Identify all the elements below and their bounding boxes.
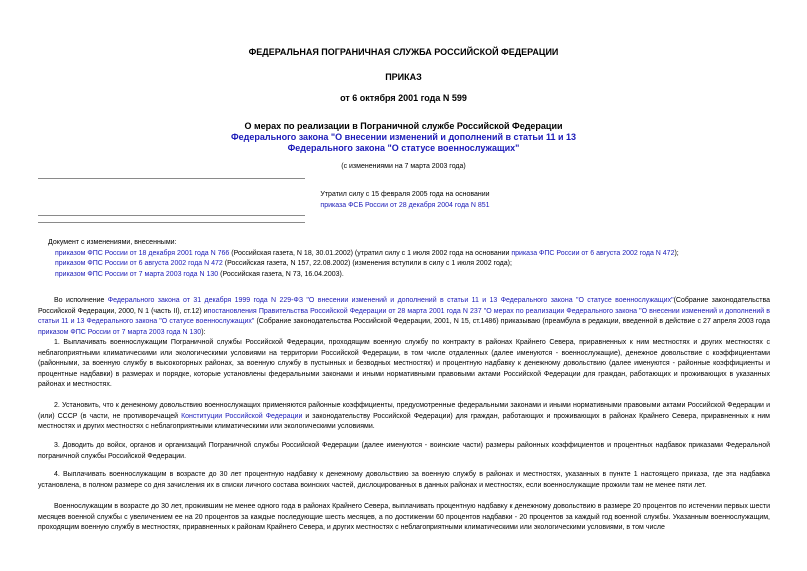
amendment-link[interactable]: приказом ФПС России от 6 августа 2002 года N 472 (55, 260, 223, 267)
divider-line (38, 222, 305, 223)
amendment-link[interactable]: приказом ФПС России от 7 марта 2003 года N 130 (55, 270, 219, 278)
amendment-note: (с изменениями на 7 марта 2003 года) (341, 163, 466, 170)
lost-force-text: Утратил силу с 15 февраля 2005 года на основании (320, 191, 490, 198)
amendment-item (48, 259, 768, 270)
order-link[interactable]: приказом ФПС России от 7 марта 2003 года N 130 (38, 328, 202, 336)
paragraph-1: 1. Выплачивать военнослужащим Пограничной службы Российской Федерации, проходящим военную службу по контракту в районах Крайнего Севера, приравненных к ним местностях и других местностях с неблагоприятными климатическими или экологическими условиями на территории Российской Федерации, в том числе отдаленных (далее именуются - военнослужащие), денежное довольствие с коэффициентами (районными, за военную службу в высокогорных районах, за военную службу в пустынных и безводных местностях) и процентную надбавку к денежному довольствию (далее именуются - районные коэффициенты и процентные надбавки) в размерах и порядке, которые установлены федеральными законами и иными нормативными правовыми актами Российской Федерации для граждан, работающих и проживающих в указанных районах и местностях. (38, 339, 770, 388)
amendment-link[interactable]: приказа ФПС России от 6 августа 2002 года N 472 (511, 249, 675, 257)
paragraph-4: 4. Выплачивать военнослужащим в возрасте до 30 лет процентную надбавку к денежному довольствию за военную службу в районах и местностях, указанных в пункте 1 настоящего приказа, где эта надбавка установлена, в полном размере со дня зачисления их в списки личного состава воинских частей, дислоцированных в данных районах и местностях, если военнослужащие прожили там не менее пяти лет. (38, 471, 770, 489)
lost-force-notice (210, 189, 600, 211)
government-decree-link[interactable]: постановления Правительства Российской Федерации от 28 марта 2001 года N 237 "О мерах по реализации Федерального закона "О внесении изменений и дополнений в статьи 11 и 13 Федерального закона "О статусе военнослужащих" (38, 307, 770, 325)
federal-law-link[interactable]: Федерального закона от 31 декабря 1999 года N 229-ФЗ "О внесении изменений и дополнений в статьи 11 и 13 Федерального закона "О статусе военнослужащих" (107, 297, 674, 304)
paragraph-5: Военнослужащим в возрасте до 30 лет, прожившим не менее одного года в районах Крайнего Севера, выплачивать процентную надбавку к денежному довольствию в размере 20 процентов по истечении первых шести месяцев военной службы с увеличением ее на 20 процентов за каждые последующие шесть месяцев, а по достижении 60 процентов надбавки - 20 процентов за каждый год военной службы. Указанным военнослужащим, проходящим военную службу в местностях, приравненных к районам Крайнего Севера, и других местностях с неблагоприятными климатическими или экологическими условиями, в том числе (38, 503, 770, 531)
amendment-link[interactable]: приказом ФПС России от 18 декабря 2001 года N 766 (55, 249, 230, 257)
amendment-item (48, 270, 768, 281)
document-type: ПРИКАЗ (385, 72, 422, 82)
title-line-2-link[interactable]: Федерального закона "О внесении изменений и дополнений в статьи 11 и 13 (230, 132, 577, 142)
title-line-3-link[interactable]: Федерального закона "О статусе военнослужащих" (287, 143, 520, 153)
divider-line (38, 178, 305, 179)
preamble-paragraph: Во исполнение Федерального закона от 31 декабря 1999 года N 229-ФЗ "О внесении изменений и дополнений в статьи 11 и 13 Федерального закона "О статусе военнослужащих"(Собрание законодательства Российской Федерации, 2000, N 1 (часть II), ст.12) ипостановления Правительства Российской Федерации от 28 марта 2001 года N 237 "О мерах по реализации Федерального закона "О внесении изменений и дополнений в статьи 11 и 13 Федерального закона "О статусе военнослужащих" (Собрание законодательства Российской Федерации, 2001, N 15, ст.1486) приказываю (преамбула в редакции, введенной в действие с 27 апреля 2003 года приказом ФПС России от 7 марта 2003 года N 130): (38, 297, 771, 336)
amendment-text: (Российская газета, N 73, 16.04.2003). (218, 270, 344, 278)
constitution-link[interactable]: Конституции Российской Федерации (181, 412, 303, 420)
paragraph-3: 3. Доводить до войск, органов и организаций Пограничной службы Российской Федерации (далее именуются - воинские части) размеры районных коэффициентов и процентных надбавок приказами Федеральной пограничной службы Российской Федерации. (38, 442, 770, 460)
amendment-text: ); (674, 249, 679, 257)
issuing-organization: ФЕДЕРАЛЬНАЯ ПОГРАНИЧНАЯ СЛУЖБА РОССИЙСКОЙ ФЕДЕРАЦИИ (248, 47, 559, 57)
paragraph-2: 2. Установить, что к денежному довольствию военнослужащих применяются районные коэффициенты, предусмотренные федеральными законами и иными нормативными правовыми актами Российской Федерации и (или) СССР (в части, не противоречащей Конституции Российской Федерации и законодательству Российской Федерации) для граждан, работающих и проживающих в районах Крайнего Севера, приравненных к ним местностях и других местностях с неблагоприятными климатическими или экологическими условиями. (38, 402, 770, 430)
amendment-text: (Российская газета, N 18, 30.01.2002) (утратил силу с 1 июля 2002 года на основании (229, 249, 512, 257)
divider-line (38, 215, 305, 216)
amendments-list (48, 238, 768, 280)
amendments-heading: Документ с изменениями, внесенными: (48, 239, 177, 246)
amendment-text: (Российская газета, N 157, 22.08.2002) (изменения вступили в силу с 1 июля 2002 года); (222, 260, 512, 267)
document-title (0, 121, 807, 154)
document-date-number: от 6 октября 2001 года N 599 (340, 93, 467, 103)
amendment-item (48, 249, 768, 260)
lost-force-link[interactable]: приказа ФСБ России от 28 декабря 2004 года N 851 (320, 202, 490, 209)
title-line-1: О мерах по реализации в Пограничной службе Российской Федерации (244, 121, 563, 131)
